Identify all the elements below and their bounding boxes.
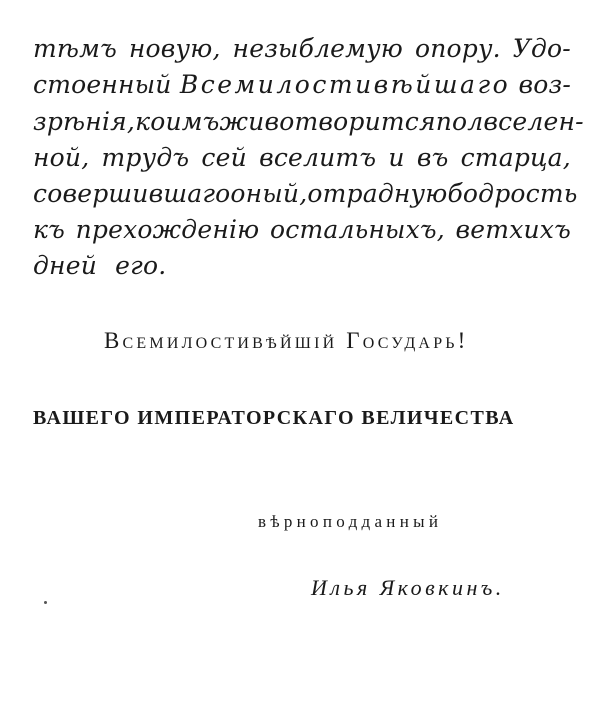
body-word: зрѣнія, bbox=[33, 107, 136, 136]
body-word: къ bbox=[33, 215, 65, 244]
body-word: отрадную bbox=[307, 179, 448, 208]
signature: Илья Яковкинъ. bbox=[311, 575, 505, 600]
body-word: животворится bbox=[219, 107, 436, 136]
body-word: Удо- bbox=[512, 34, 571, 63]
paper-speck bbox=[44, 601, 47, 604]
body-word: дней bbox=[33, 251, 98, 280]
body-word: совершившаго bbox=[33, 179, 231, 208]
body-word: новую, bbox=[128, 34, 221, 63]
body-word: сей bbox=[201, 143, 247, 172]
body-line-7 bbox=[33, 251, 166, 280]
body-word: и bbox=[388, 143, 405, 172]
body-word: бодрость bbox=[447, 179, 578, 208]
body-word: воз- bbox=[518, 70, 571, 99]
body-word: опору. bbox=[414, 34, 501, 63]
body-line-5 bbox=[33, 179, 578, 208]
body-word: старца, bbox=[460, 143, 571, 172]
body-word: трудъ bbox=[101, 143, 190, 172]
body-line-2 bbox=[33, 70, 571, 99]
body-word: стоенный bbox=[33, 70, 172, 99]
body-word: ной, bbox=[33, 143, 90, 172]
body-line-4 bbox=[33, 143, 571, 172]
body-line-6 bbox=[33, 215, 571, 244]
body-word: тѣмъ bbox=[33, 34, 117, 63]
body-word: въ bbox=[416, 143, 449, 172]
salutation: Всемилостивѣйшій Государь! bbox=[104, 328, 469, 353]
body-word: остальныхъ, bbox=[270, 215, 445, 244]
body-word: Всемилостивѣйшаго bbox=[179, 70, 511, 99]
subject-line: вѣрноподданный bbox=[258, 512, 443, 531]
body-word: незыблемую bbox=[232, 34, 404, 63]
body-word: полвселен- bbox=[435, 107, 584, 136]
body-word: вселитъ bbox=[259, 143, 377, 172]
body-line-1 bbox=[33, 34, 571, 63]
body-word: оный, bbox=[230, 179, 308, 208]
body-line-3 bbox=[33, 107, 584, 136]
body-word: его. bbox=[115, 251, 167, 280]
majesty-title: ВАШЕГО ИМПЕРАТОРСКАГО ВЕЛИЧЕСТВА bbox=[33, 407, 515, 429]
body-word: ветхихъ bbox=[455, 215, 571, 244]
body-word: прехожденію bbox=[75, 215, 260, 244]
body-word: коимъ bbox=[135, 107, 220, 136]
